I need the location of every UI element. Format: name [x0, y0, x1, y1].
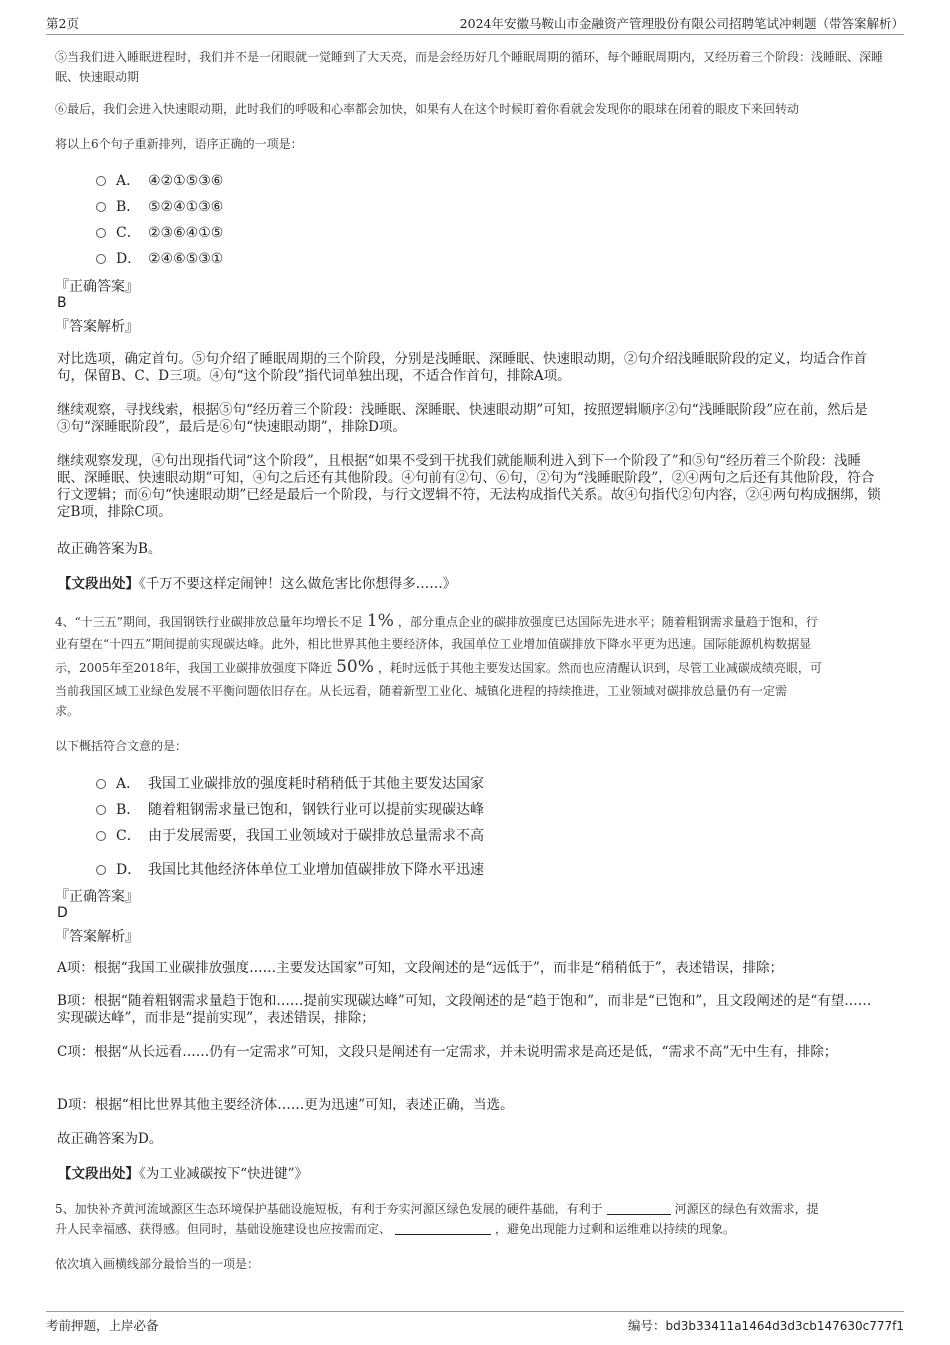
- q4-analysis-d: D项：根据“相比世界其他主要经济体……更为迅速”可知，表述正确，当选。: [57, 1097, 514, 1113]
- q3-source: 【文段出处】《千万不要这样定闹钟！这么做危害比你想得多……》: [58, 576, 457, 592]
- q3-sentence-6: ⑥最后，我们会进入快速眼动期，此时我们的呼吸和心率都会加快，如果有人在这个时候盯着你看就会发现你的眼球在闭着的眼皮下来回转动: [55, 102, 800, 116]
- fill-blank-2[interactable]: [395, 1222, 491, 1235]
- q3-conclusion: 故正确答案为B。: [57, 541, 162, 557]
- q4-option-c[interactable]: C． 由于发展需要，我国工业领域对于碳排放总量需求不高: [96, 825, 484, 845]
- q4-stem-line4: 当前我国区域工业绿色发展不平衡问题依旧存在。从长远看，随着新型工业化、城镇化进程的持续推进，工业领域对碳排放总量仍有一定需: [55, 684, 788, 698]
- q3-analysis-p1: 对比选项，确定首句。⑤句介绍了睡眠周期的三个阶段，分别是浅睡眠、深睡眠、快速眼动期，②句介绍浅睡眠阶段的定义，均适合作首句，保留B、C、D三项。④句“这个阶段”指代词单独出现，不适合作首句，排除A项。: [57, 351, 867, 384]
- q4-prompt: 以下概括符合文意的是：: [55, 739, 188, 753]
- page-header: [46, 12, 904, 35]
- q3-sentence-5: ⑤当我们进入睡眠进程时，我们并不是一闭眼就一觉睡到了大天亮，而是会经历好几个睡眠周期的循环，每个睡眠周期内，又经历着三个阶段：浅睡眠、深睡眠、快速眼动期: [55, 50, 884, 84]
- radio-icon[interactable]: [96, 831, 106, 841]
- page-number: 第2页: [46, 16, 79, 31]
- q4-stem-line3: 示，2005年至2018年，我国工业碳排放强度下降近 50% ，耗时远低于其他主要发达国家。然而也应清醒认识到，尽管工业减碳成绩亮眼，可: [55, 657, 822, 677]
- q4-value-1pct: 1%: [366, 611, 394, 631]
- q4-source: 【文段出处】《为工业减碳按下“快进键”》: [58, 1166, 309, 1182]
- q4-option-d[interactable]: D． 我国比其他经济体单位工业增加值碳排放下降水平迅速: [96, 859, 484, 879]
- q5-stem-line1: 5、加快补齐黄河流域源区生态环境保护基础设施短板，有利于夯实河源区绿色发展的硬件基础，有利于 河源区的绿色有效需求，提: [55, 1202, 819, 1216]
- footer-slogan: 考前押题，上岸必备: [46, 1318, 159, 1333]
- q4-stem-line1: 4、“十三五”期间，我国钢铁行业碳排放总量年均增长不足 1% ，部分重点企业的碳排放强度已达国际先进水平；随着粗钢需求量趋于饱和，行: [55, 611, 818, 631]
- q3-option-c[interactable]: C． ②③⑥④①⑤: [96, 222, 223, 242]
- radio-icon[interactable]: [96, 228, 106, 238]
- document-title: 2024年安徽马鞍山市金融资产管理股份有限公司招聘笔试冲刺题（带答案解析）: [459, 16, 904, 31]
- q5-prompt: 依次填入画横线部分最恰当的一项是：: [55, 1257, 260, 1271]
- q4-answer-label: 『正确答案』: [55, 889, 139, 905]
- q4-conclusion: 故正确答案为D。: [57, 1131, 163, 1147]
- q3-analysis-p2: 继续观察，寻找线索，根据⑤句“经历着三个阶段：浅睡眠、深睡眠、快速眼动期”可知，按照逻辑顺序②句“浅睡眠阶段”应在前，然后是③句“深睡眠阶段”，最后是⑥句“快速眼动期”，排除D项。: [57, 402, 868, 435]
- q4-analysis-c: C项：根据“从长远看……仍有一定需求”可知，文段只是阐述有一定需求，并未说明需求是高还是低，“需求不高”无中生有，排除；: [57, 1044, 838, 1060]
- q4-stem-line2: 业有望在“十四五”期间提前实现碳达峰。此外，相比世界其他主要经济体，我国单位工业增加值碳排放下降水平更为迅速。国际能源机构数据显: [55, 637, 812, 651]
- q3-analysis-label: 『答案解析』: [55, 319, 139, 335]
- q4-stem-line5: 求。: [55, 704, 80, 718]
- radio-icon[interactable]: [96, 202, 106, 212]
- q3-option-d[interactable]: D． ②④⑥⑤③①: [96, 248, 223, 268]
- q3-option-b[interactable]: B． ⑤②④①③⑥: [96, 196, 223, 216]
- q3-answer-label: 『正确答案』: [55, 279, 139, 295]
- radio-icon[interactable]: [96, 176, 106, 186]
- q3-prompt: 将以上6个句子重新排列，语序正确的一项是：: [55, 137, 303, 151]
- q4-option-b[interactable]: B． 随着粗钢需求量已饱和，钢铁行业可以提前实现碳达峰: [96, 799, 484, 819]
- q4-answer: D: [57, 905, 68, 921]
- q4-option-a[interactable]: A． 我国工业碳排放的强度耗时稍稍低于其他主要发达国家: [96, 773, 484, 793]
- q4-analysis-a: A项：根据“我国工业碳排放强度……主要发达国家”可知，文段阐述的是“远低于”，而非是“稍稍低于”，表述错误，排除；: [57, 960, 784, 976]
- radio-icon[interactable]: [96, 254, 106, 264]
- radio-icon[interactable]: [96, 779, 106, 789]
- q4-value-50pct: 50%: [336, 657, 374, 677]
- document-id: 编号：bd3b33411a1464d3d3cb147630c777f1: [628, 1318, 904, 1333]
- q3-analysis-p3: 继续观察发现，④句出现指代词“这个阶段”，且根据“如果不受到干扰我们就能顺利进入到下一个阶段了”和⑤句“经历着三个阶段：浅睡眠、深睡眠、快速眼动期”可知，④句之后还有其他阶段。④句前有②句、⑥句，②句为“浅睡眠阶段”，②④两句之后还有其他阶段，符合行文逻辑；而⑥句“快速眼动期”已经是最后一个阶段，与行文逻辑不符，无法构成指代关系。故④句指代②句内容，②④两句构成捆绑，锁定B项，排除C项。: [57, 453, 881, 520]
- fill-blank-1[interactable]: [607, 1202, 671, 1215]
- radio-icon[interactable]: [96, 865, 106, 875]
- q4-analysis-label: 『答案解析』: [55, 929, 139, 945]
- q3-answer: B: [57, 295, 67, 311]
- radio-icon[interactable]: [96, 805, 106, 815]
- page-footer: [46, 1311, 904, 1338]
- q3-option-a[interactable]: A． ④②①⑤③⑥: [96, 170, 223, 190]
- q5-stem-line2: 升人民幸福感、获得感。但同时，基础设施建设也应按需而定、 ，避免出现能力过剩和运维难以持续的现象。: [55, 1222, 736, 1236]
- q4-analysis-b: B项：根据“随着粗钢需求量趋于饱和……提前实现碳达峰”可知，文段阐述的是“趋于饱和”，而非是“已饱和”，且文段阐述的是“有望……实现碳达峰”，而非是“提前实现”，表述错误，排除；: [57, 993, 872, 1026]
